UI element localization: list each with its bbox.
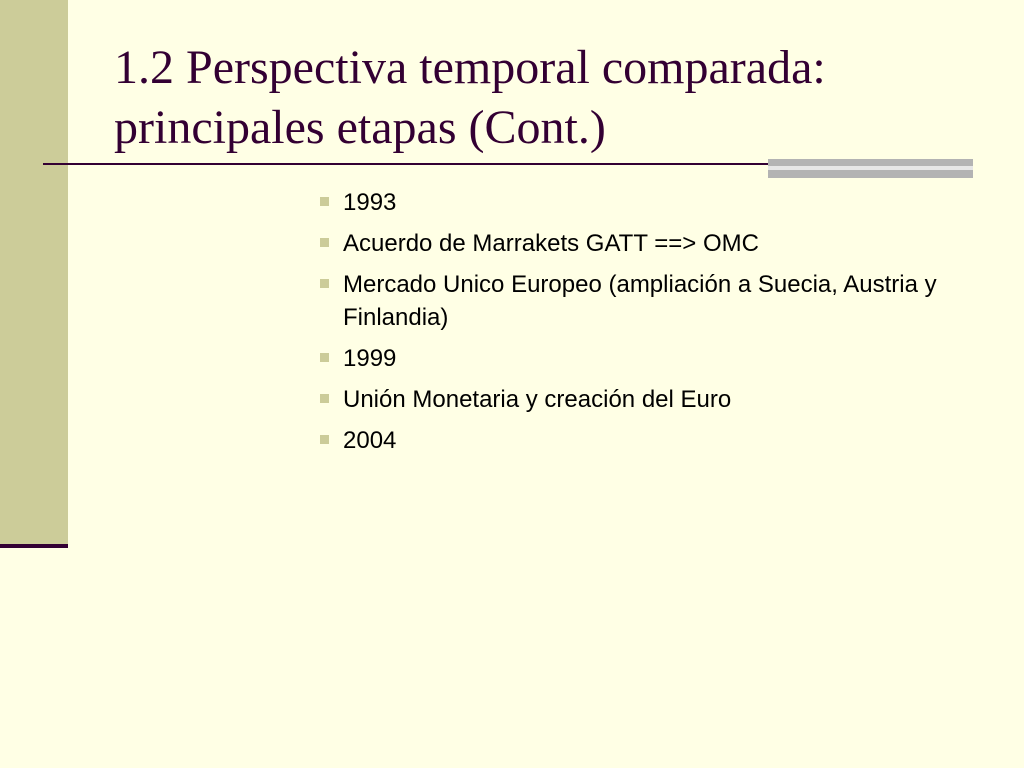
accent-stripe-bottom [768,170,973,178]
decorative-accent-bar [768,159,973,179]
bullet-text: Acuerdo de Marrakets GATT ==> OMC [343,230,759,257]
square-bullet-icon [320,238,329,247]
bullet-item [318,424,958,457]
square-bullet-icon [320,435,329,444]
bullet-text: 1999 [343,345,397,372]
slide-title-line-2: principales etapas (Cont.) [114,101,606,154]
square-bullet-icon [320,279,329,288]
accent-stripe-top [768,159,973,166]
bullet-text: 2004 [343,427,397,454]
square-bullet-icon [320,197,329,206]
square-bullet-icon [320,394,329,403]
decorative-side-bar-foot [0,544,68,548]
bullet-item [318,268,958,334]
slide-title-line-1: 1.2 Perspectiva temporal comparada: [114,41,826,94]
bullet-item [318,227,958,260]
bullet-text: 1993 [343,189,397,216]
bullet-item [318,383,958,416]
bullet-text: Mercado Unico Europeo (ampliación a Suecia, Austria y Finlandia) [343,271,937,331]
slide-title [114,38,994,158]
bullet-item [318,342,958,375]
bullet-list [318,186,958,465]
bullet-item [318,186,958,219]
bullet-text: Unión Monetaria y creación del Euro [343,386,732,413]
decorative-side-bar [0,0,68,544]
square-bullet-icon [320,353,329,362]
